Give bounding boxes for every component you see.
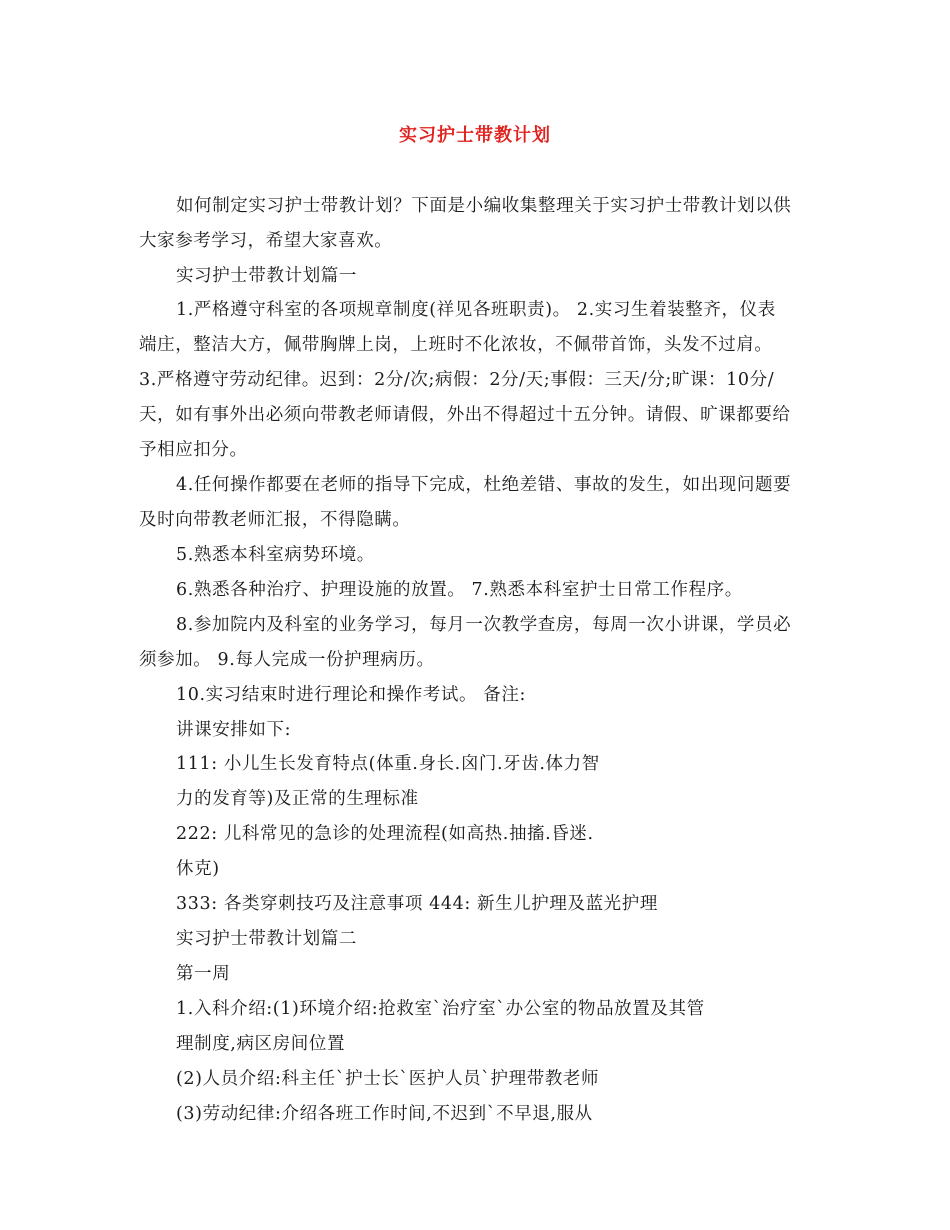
paragraph-line: (3)劳动纪律:介绍各班工作时间,不迟到`不早退,服从 (176, 1104, 593, 1124)
paragraph-line: 大家参考学习，希望大家喜欢。 (139, 231, 393, 251)
paragraph-line: 10.实习结束时进行理论和操作考试。 备注: (176, 685, 526, 705)
paragraph-line: 6.熟悉各种治疗、护理设施的放置。 7.熟悉本科室护士日常工作程序。 (176, 580, 743, 600)
paragraph-line: 如何制定实习护士带教计划？下面是小编收集整理关于实习护士带教计划以供 (176, 196, 792, 216)
paragraph-line: 5.熟悉本科室病势环境。 (176, 545, 375, 565)
paragraph-line: 讲课安排如下: (176, 720, 292, 740)
paragraph-line: 8.参加院内及科室的业务学习，每月一次教学查房，每周一次小讲课，学员必 (176, 615, 792, 635)
document-title: 实习护士带教计划 (399, 125, 551, 146)
paragraph-line: 力的发育等)及正常的生理标准 (176, 789, 419, 809)
paragraph-line: (2)人员介绍:科主任`护士长`医护人员`护理带教老师 (176, 1069, 600, 1089)
section-heading: 实习护士带教计划篇一 (176, 266, 357, 286)
paragraph-line: 予相应扣分。 (139, 440, 248, 460)
paragraph-line: 天，如有事外出必须向带教老师请假，外出不得超过十五分钟。请假、旷课都要给 (139, 405, 791, 425)
paragraph-line: 须参加。 9.每人完成一份护理病历。 (139, 650, 435, 670)
paragraph-line: 休克) (176, 859, 220, 879)
paragraph-line: 222: 儿科常见的急诊的处理流程(如高热.抽搐.昏迷. (176, 824, 594, 844)
paragraph-line: 4.任何操作都要在老师的指导下完成，杜绝差错、事故的发生，如出现问题要 (176, 475, 792, 495)
paragraph-line: 111: 小儿生长发育特点(体重.身长.囟门.牙齿.体力智 (176, 754, 600, 774)
section-heading: 实习护士带教计划篇二 (176, 929, 357, 949)
paragraph-line: 第一周 (176, 964, 231, 984)
paragraph-line: 及时向带教老师汇报，不得隐瞒。 (139, 510, 411, 530)
paragraph-line: 理制度,病区房间位置 (176, 1034, 346, 1054)
paragraph-line: 333: 各类穿刺技巧及注意事项 444: 新生儿护理及蓝光护理 (176, 894, 658, 914)
paragraph-line: 端庄，整洁大方，佩带胸牌上岗，上班时不化浓妆，不佩带首饰，头发不过肩。 (139, 335, 773, 355)
paragraph-line: 1.严格遵守科室的各项规章制度(祥见各班职责)。 2.实习生着装整齐，仪表 (176, 300, 776, 320)
paragraph-line: 3.严格遵守劳动纪律。迟到：2分/次;病假：2分/天;事假：三天/分;旷课：10分/ (139, 370, 775, 390)
paragraph-line: 1.入科介绍:(1)环境介绍:抢救室`治疗室`办公室的物品放置及其管 (176, 999, 705, 1019)
